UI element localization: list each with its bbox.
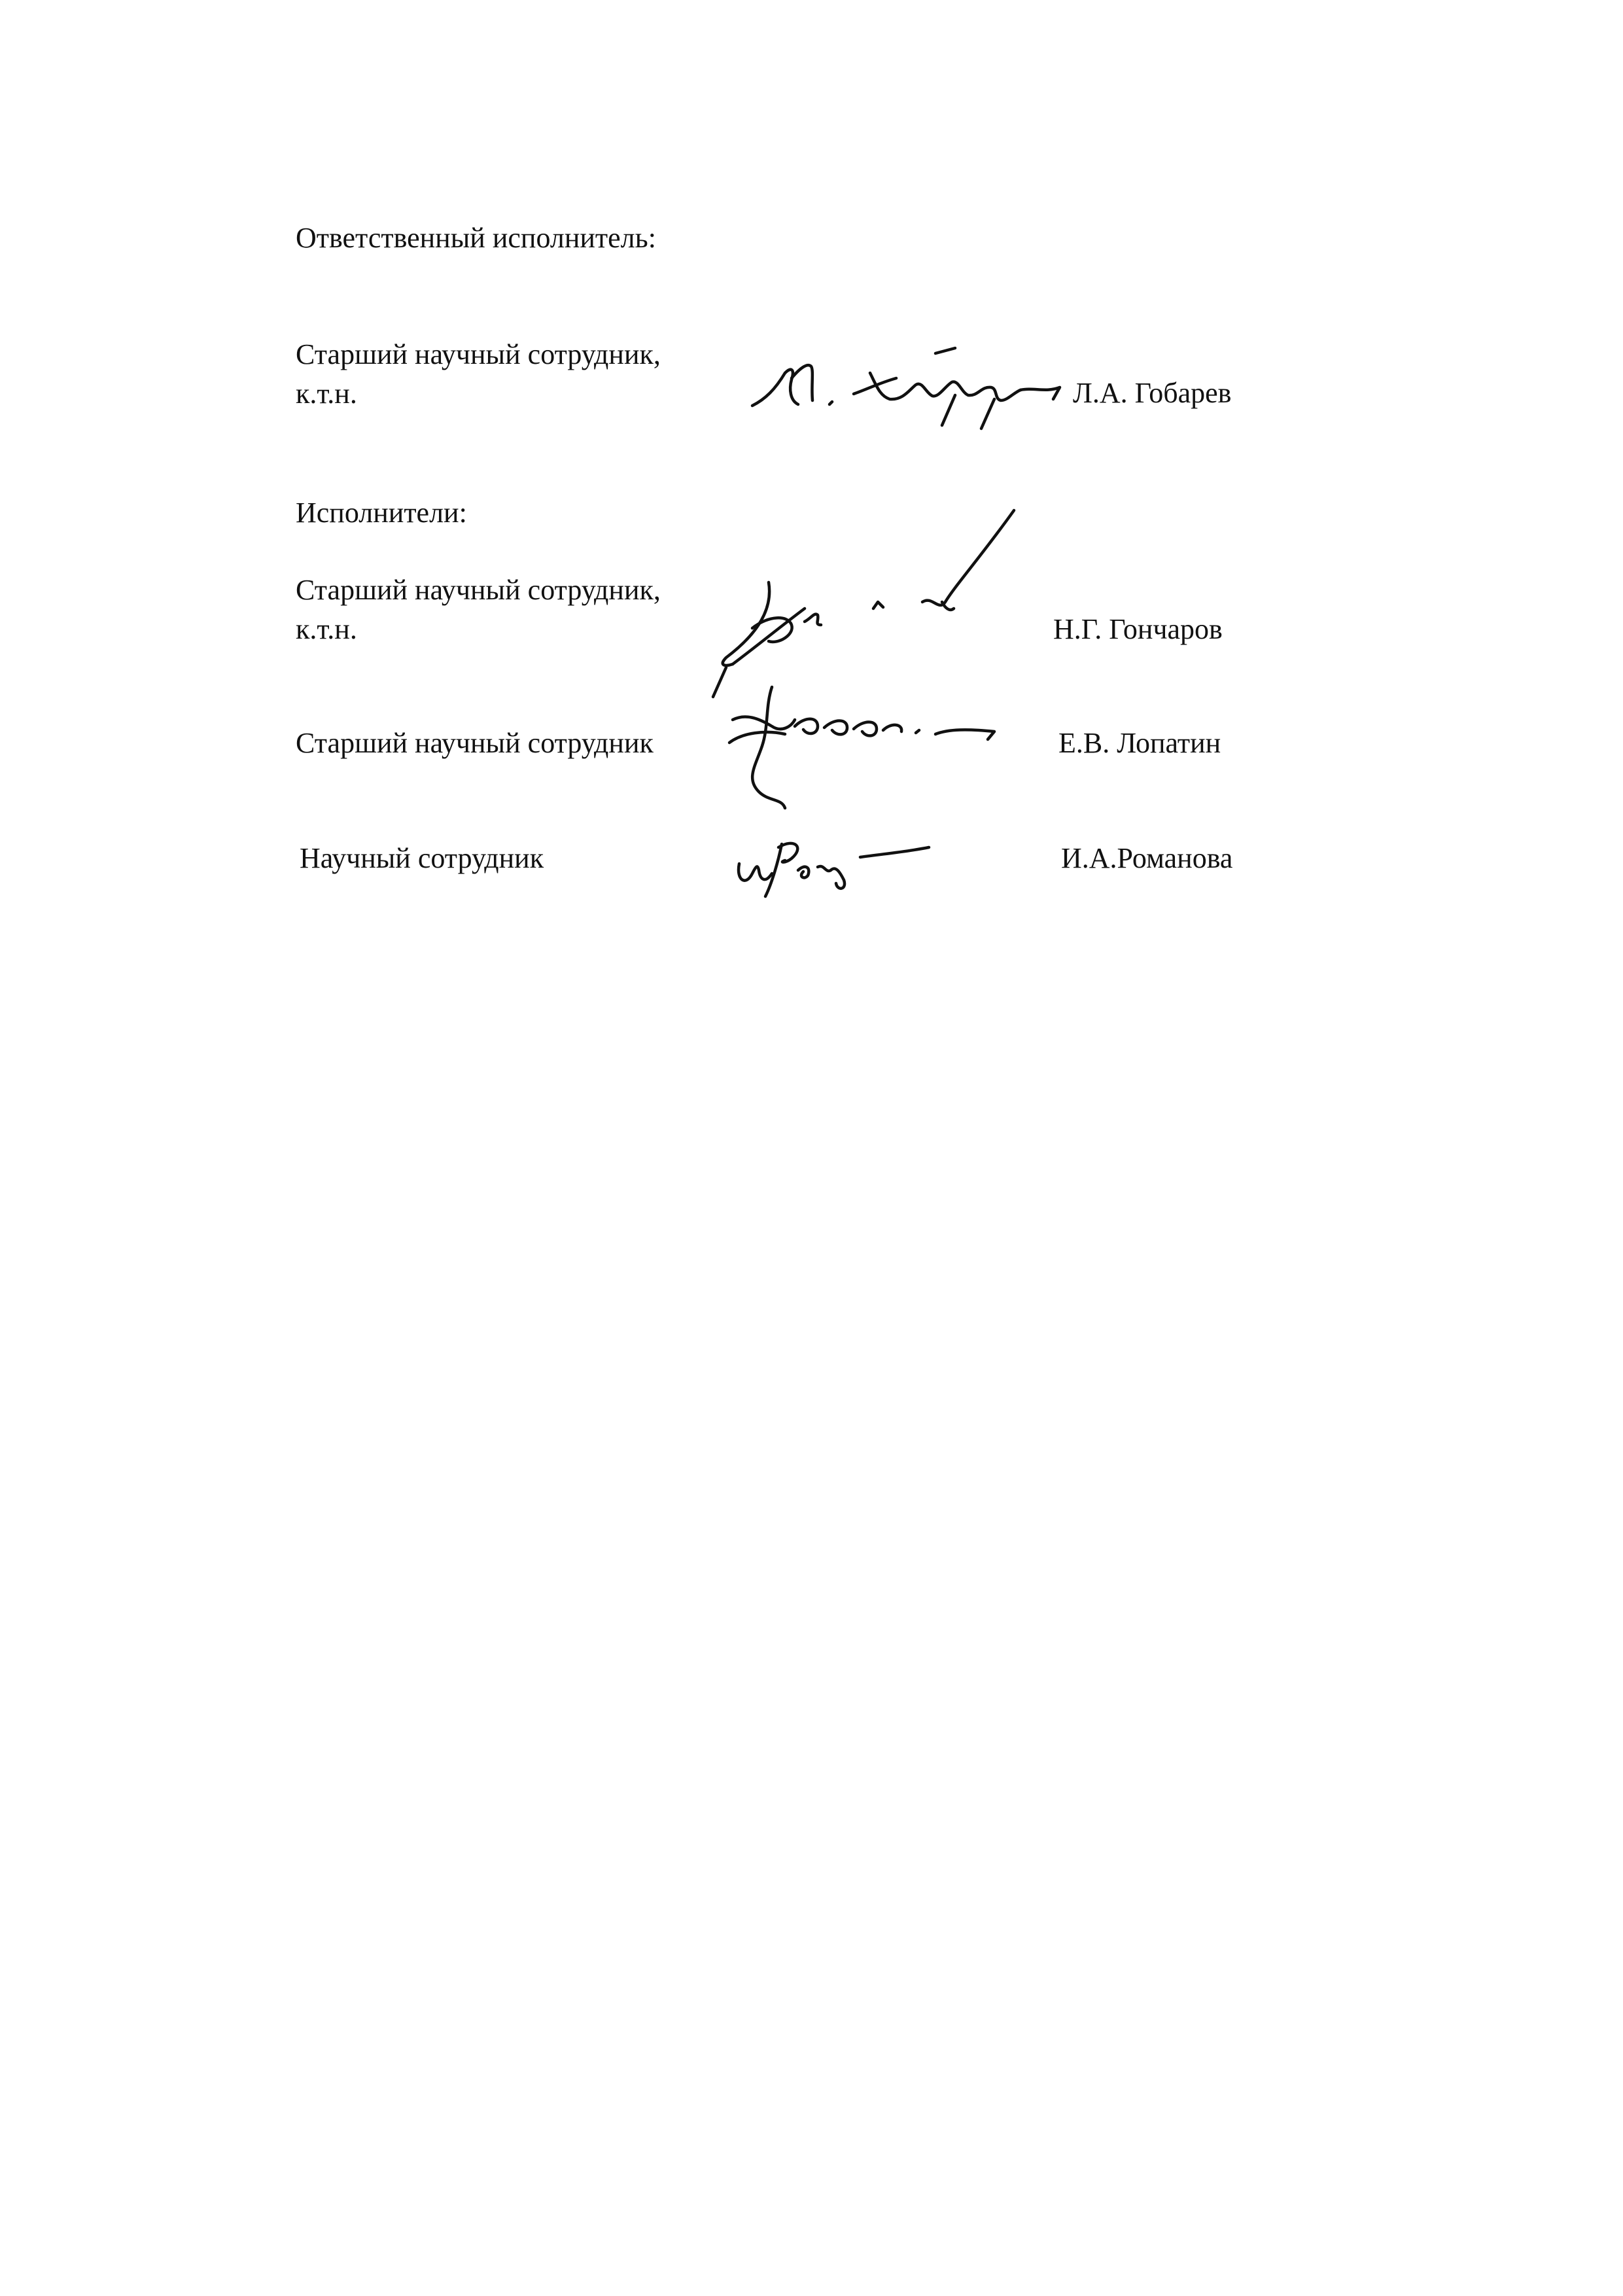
responsible-heading: Ответственный исполнитель:: [296, 222, 656, 254]
executor-1-position-line1: Старший научный сотрудник,: [296, 574, 661, 606]
responsible-position-line1: Старший научный сотрудник,: [296, 338, 661, 370]
executor-3-name: И.А.Романова: [1061, 842, 1233, 874]
signature-romanova: [733, 818, 942, 903]
executor-3-position-line1: Научный сотрудник: [300, 842, 544, 874]
signature-lopatin: [720, 680, 1014, 811]
executor-2-name: Е.В. Лопатин: [1058, 727, 1221, 759]
executor-1-position-line2: к.т.н.: [296, 613, 357, 645]
executors-heading: Исполнители:: [296, 497, 467, 529]
executor-2-position-line1: Старший научный сотрудник: [296, 727, 654, 759]
responsible-name: Л.А. Гобарев: [1073, 377, 1232, 409]
signature-gobarev: [746, 327, 1073, 438]
executor-1-name: Н.Г. Гончаров: [1053, 613, 1223, 645]
signature-goncharov: [707, 504, 1047, 700]
responsible-position-line2: к.т.н.: [296, 378, 357, 410]
